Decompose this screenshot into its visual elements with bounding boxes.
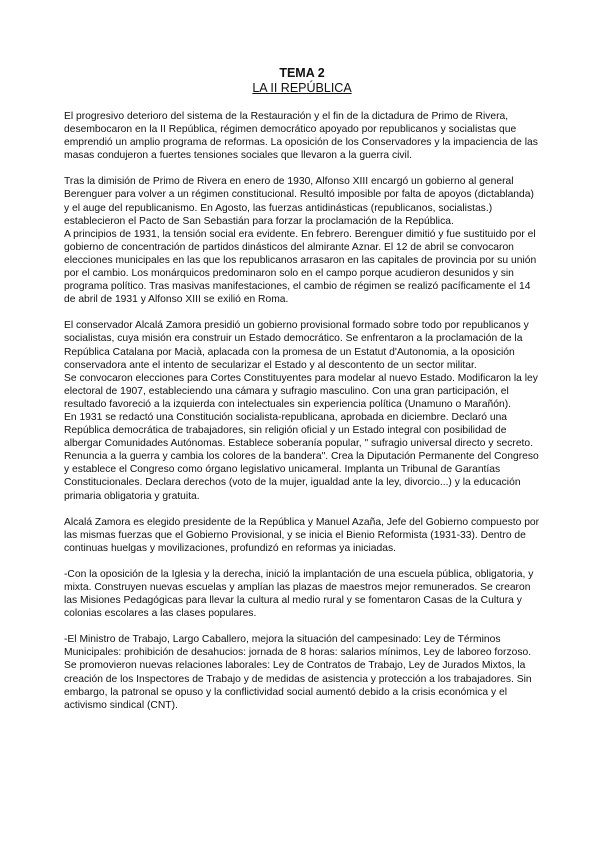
paragraph-constituent-cortes: Se convocaron elecciones para Cortes Constituyentes para modelar al nuevo Estado. Modificaron la ley electoral de 1907, estableciendo una cámara y sufragio masculino. Con una gran participación, el resultado favoreció a la izquierda con intelectuales sin experiencia política (Unamuno o Marañón).	[64, 372, 538, 410]
paragraph-berenguer: Tras la dimisión de Primo de Rivera en enero de 1930, Alfonso XIII encargó un gobierno al general Berenguer para volver a un régimen constitucional. Resultó imposible por falta de apoyos (dictablanda) y el auge del republicanismo. En Agosto, las fuerzas antidinásticas (republicanos, socialistas.) establecieron el Pacto de San Sebastián para forzar la proclamación de la República.	[64, 176, 534, 227]
paragraph-labour-reform: -El Ministro de Trabajo, Largo Caballero, mejora la situación del campesinado: Ley de Términos Municipales: prohibición de desahucios: jornada de 8 horas: salarios mínimos, Ley de laboreo forzoso. Se promovieron nuevas relaciones laborales: Ley de Contratos de Trabajo, Ley de Jurados Mixtos, la creación de los Inspectores de Trabajo y de medidas de asistencia y protección a los trabajadores. Sin embargo, la patronal se opuso y la conflictividad social aumentó debido a la crisis económica y el activismo sindical (CNT).	[64, 634, 532, 711]
paragraph-constitution: En 1931 se redactó una Constitución socialista-republicana, aprobada en diciembre. Declaró una República democrática de trabajadores, sin religión oficial y un Estado integral con posibilidad de albergar Comunidades Autónomas. Establece soberanía popular, " sufragio universal directo y secreto. Renuncia a la guerra y cambia los colores de la bandera". Crea la Diputación Permanente del Congreso y establece el Congreso como órgano legislativo unicameral. Implanta un Tribunal de Garantías Constitucionales. Declara derechos (voto de la mujer, igualdad ante la ley, divorcio...) y la educación primaria obligatoria y gratuita.	[64, 411, 539, 502]
paragraph-education-reform: -Con la oposición de la Iglesia y la derecha, inició la implantación de una escuela pública, obligatoria, y mixta. Construyen nuevas escuelas y amplían las plazas de maestros mejor remunerados. Se crearon las Misiones Pedagógicas para llevar la cultura al medio rural y se fomentaron Casas de la Cultura y colonias escolares a las clases populares.	[64, 568, 534, 620]
paragraph-intro: El progresivo deterioro del sistema de la Restauración y el fin de la dictadura de Primo de Rivera, desembocaron en la II República, régimen democrático apoyado por republicanos y socialistas que emprendió un amplio programa de reformas. La oposición de los Conservadores y la impaciencia de las masas condujeron a fuertes tensiones sociales que llevaron a la guerra civil.	[64, 111, 538, 162]
paragraph-reformist-biennium: Alcalá Zamora es elegido presidente de la República y Manuel Azaña, Jefe del Gobierno compuesto por las mismas fuerzas que el Gobierno Provisional, y se inicia el Bienio Reformista (1931-33). Dentro de continuas huelgas y movilizaciones, profundizó en reformas ya iniciadas.	[64, 516, 540, 554]
paragraph-1931-elections: A principios de 1931, la tensión social era evidente. En febrero. Berenguer dimitió y fue sustituido por el gobierno de concentración de partidos dinásticos del almirante Aznar. El 12 de abril se convocaron elecciones municipales en las que los republicanos arrasaron en las capitales de provincia por su unión por el cambio. Los monárquicos predominaron solo en el campo porque acudieron desunidos y sin programa político. Tras masivas manifestaciones, el cambio de régimen se realizó pacíficamente el 14 de abril de 1931 y Alfonso XIII se exilió en Roma.	[64, 228, 537, 306]
page-title: TEMA 2	[279, 66, 325, 80]
paragraph-provisional-government: El conservador Alcalá Zamora presidió un gobierno provisional formado sobre todo por republicanos y socialistas, cuya misión era construir un Estado democrático. Se enfrentaron a la proclamación de la República Catalana por Macià, aplacada con la promesa de un Estatut d'Autonomia, a la oposición conservadora ante el intento de secularizar el Estado y al descontento de un sector militar.	[64, 320, 529, 371]
page-subtitle: LA II REPÚBLICA	[252, 81, 352, 95]
